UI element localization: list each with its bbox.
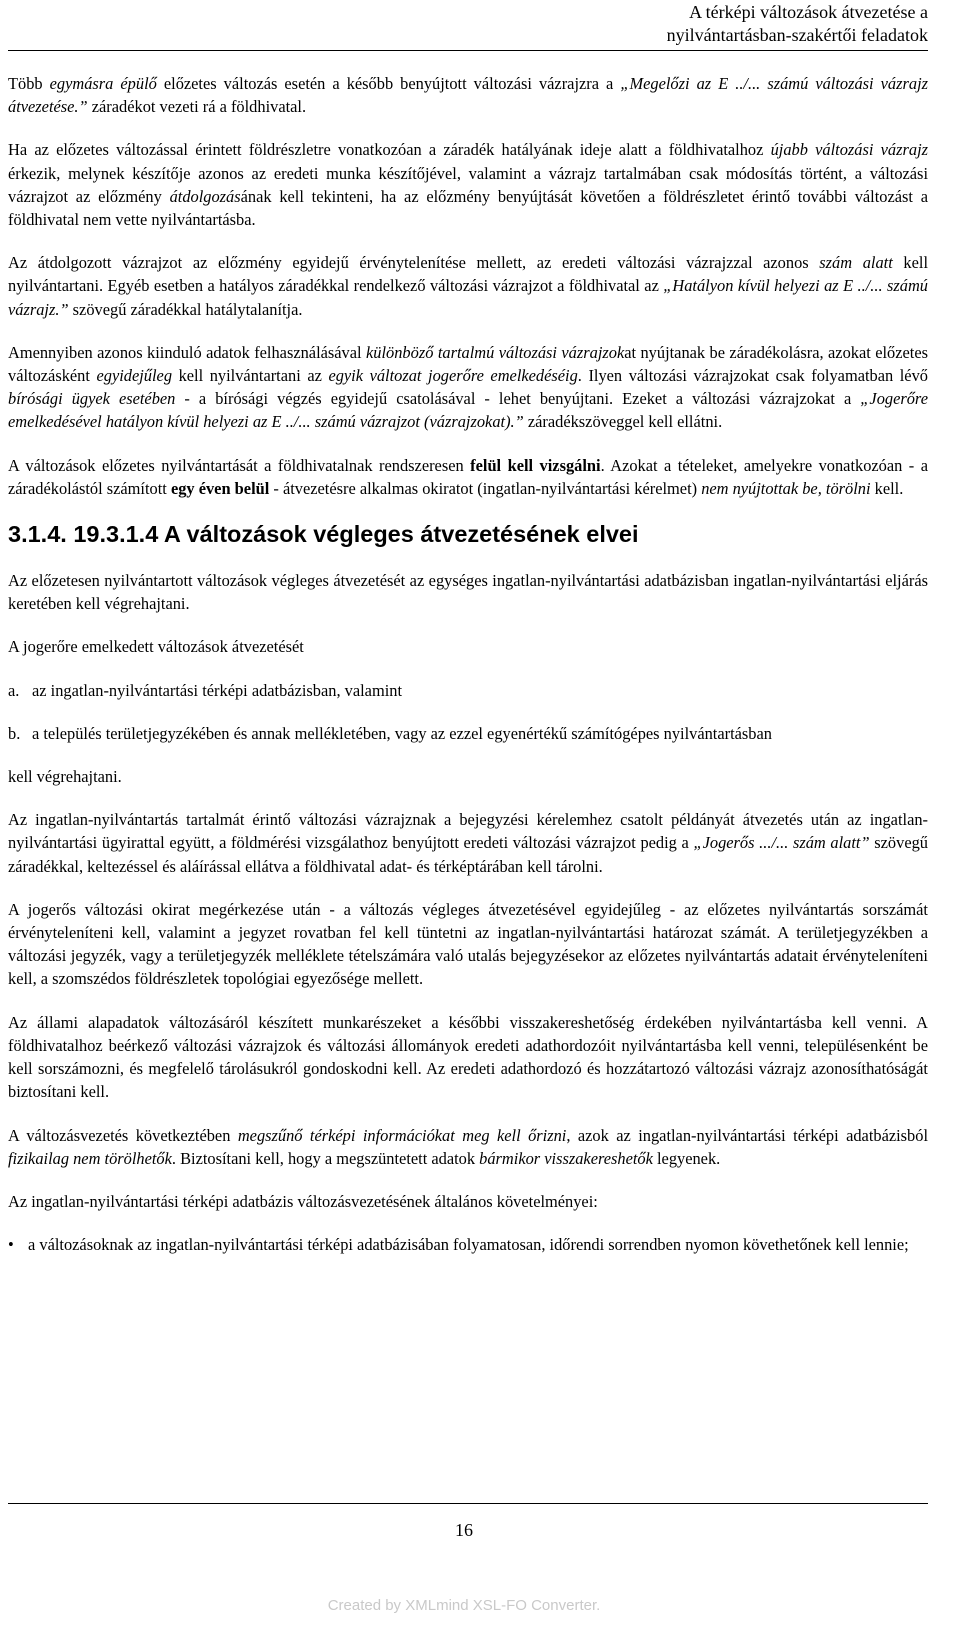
footer-divider — [8, 1503, 928, 1504]
text-run: ának kell tekinteni, ha az előzmény benyújtását követően a földrészletet érintő további változást a földhivatal nem vette nyilvántartásba. — [8, 186, 928, 230]
paragraph-reworked-sketch — [8, 138, 928, 231]
text-run: előzetes változás esetén a később benyújtott változási vázrajzra a — [156, 74, 621, 93]
italic-run: különböző tartalmú változási vázrajzok — [366, 342, 625, 362]
italic-run: „Jogerős .../... szám alatt” — [693, 833, 870, 853]
italic-run: egyidejűleg — [96, 366, 173, 386]
list-item-text: az ingatlan-nyilvántartási térképi adatbázisban, valamint — [32, 680, 403, 700]
header-divider — [8, 50, 928, 51]
text-run: Az átdolgozott vázrajzot az előzmény egyidejű érvénytelenítése mellett, az eredeti változási vázrajzzal azonos — [8, 253, 820, 273]
header-line-2: nyilvántartásban-szakértői feladatok — [666, 25, 928, 45]
italic-run: nem nyújtottak be, törölni — [701, 478, 871, 498]
list-marker: b. — [8, 723, 21, 743]
list-item-text: a település területjegyzékében és annak mellékletében, vagy az ezzel egyenértékű számítógépes nyilvántartásban — [32, 723, 772, 743]
italic-run: „Hatályon kívül helyezi az E ../... számú vázrajz.” — [8, 276, 928, 319]
italic-run: „Megelőzi az E ../... számú változási vázrajz átvezetése.” — [8, 74, 929, 117]
page-number: 16 — [455, 1520, 473, 1540]
document-body — [8, 70, 928, 1276]
text-run: kell. — [870, 478, 904, 498]
italic-run: bírósági ügyek esetében — [8, 389, 176, 409]
text-run: kell nyilvántartani az — [172, 366, 329, 386]
paragraph-list-intro: A jogerőre emelkedett változások átvezetését — [8, 637, 304, 657]
text-run: . Biztosítani kell, hogy a megszüntetett adatok — [171, 1148, 480, 1168]
list-marker: a. — [8, 680, 20, 700]
text-run: A változások előzetes nyilvántartását a földhivatalnak rendszeresen — [8, 455, 471, 475]
paragraph-review — [8, 454, 928, 500]
italic-run: újabb változási vázrajz — [770, 140, 929, 160]
paragraph-list-outro: kell végrehajtani. — [8, 767, 122, 787]
bold-run: felül kell vizsgálni — [470, 455, 601, 475]
italic-run: „Jogerőre emelkedésével hatályon kívül helyezi az E ../... számú vázrajzot (vázrajzokat).” — [8, 389, 928, 432]
italic-run: egymásra épülő — [49, 74, 157, 93]
created-by-watermark: Created by XMLmind XSL-FO Converter. — [327, 1597, 601, 1614]
bullet-item-text: a változásoknak az ingatlan-nyilvántartási térképi adatbázisában folyamatosan, időrendi sorrendben nyomon követhetőnek kell lennie; — [28, 1235, 909, 1255]
italic-run: szám alatt — [819, 253, 893, 273]
text-run: - átvezetésre alkalmas okiratot (ingatlan-nyilvántartási kérelmet) — [269, 478, 702, 498]
text-run: érkezik, melynek készítője azonos az eredeti munka készítőjével, valamint a vázrajz tartalmában csak módosítás történt, a változási vázrajzot az előzmény — [8, 163, 928, 206]
text-run: Amennyiben azonos kiinduló adatok felhasználásával — [8, 342, 367, 362]
text-run: szövegű záradékkal, keltezéssel és aláírással ellátva a földhivatal adat- és térképtárában kell tárolni. — [8, 833, 928, 876]
paragraph-preservation — [8, 1124, 928, 1170]
italic-run: bármikor visszakereshetők — [479, 1148, 653, 1168]
paragraph-preceding-changes — [8, 72, 928, 118]
paragraph-final-registration: Az előzetesen nyilvántartott változások végleges átvezetését az egységes ingatlan-nyilvántartási adatbázisban ingatlan-nyilvántartási eljárás keretében kell végrehajtani. — [8, 571, 928, 614]
text-run: záradékot vezeti rá a földhivatal. — [87, 97, 307, 117]
paragraph-reworked-registration — [8, 251, 928, 321]
text-run: . Ilyen változási vázrajzokat csak folyamatban lévő — [577, 366, 928, 386]
text-run: at nyújtanak be záradékolásra, azokat előzetes változásként — [8, 342, 929, 386]
header-line-1: A térképi változások átvezetése a — [689, 2, 928, 22]
text-run: Az ingatlan-nyilvántartás tartalmát érintő változási vázrajznak a bejegyzési kérelemhez csatolt példányát átvezetés után az ingatlan-nyilvántartási ügyirattal együtt, a földmérési vizsgálathoz benyújtott eredeti változási vázrajzot pedig a — [8, 810, 928, 853]
text-run: Ha az előzetes változással érintett földrészletre vonatkozóan a záradék hatályának ideje alatt a földhivatalhoz — [8, 140, 771, 160]
text-run: záradékszöveggel kell ellátni. — [523, 412, 723, 432]
paragraph-requirements-intro: Az ingatlan-nyilvántartási térképi adatbázis változásvezetésének általános követelményei: — [8, 1191, 598, 1211]
list-item — [8, 722, 928, 745]
bullet-marker: • — [8, 1235, 14, 1255]
italic-run: átdolgozás — [169, 186, 241, 206]
italic-run: megszűnő térképi információkat meg kell őrizni — [237, 1125, 567, 1145]
bullet-item — [8, 1233, 928, 1256]
text-run: - a bírósági végzés egyidejű csatolásával - lehet benyújtani. Ezeket a változási vázrajzokat a — [175, 389, 861, 409]
text-run: kell nyilvántartani. Egyéb esetben a hatályos záradékkal rendelkező változási vázrajzot a földhivatal az — [8, 253, 928, 296]
text-run: Több — [8, 74, 50, 93]
text-run: , azok az ingatlan-nyilvántartási térképi adatbázisból — [566, 1125, 928, 1145]
paragraph-different-content — [8, 341, 928, 434]
text-run: legyenek. — [652, 1148, 721, 1168]
text-run: . Azokat a tételeket, amelyekre vonatkozóan - a záradékolástól számított — [8, 455, 928, 498]
paragraph-state-data: Az állami alapadatok változásáról készített munkarészeket a későbbi visszakereshetőség érdekében nyilvántartásba kell venni. A földhivatalhoz beérkező változási vázrajzok és változási állományok eredeti adathordozóit nyilvántartásba kell venni, településenként be kell sorszámozni, és megfelelő tárolásukról gondoskodni kell. Az eredeti adathordozó és hozzátartozó változási vázrajz azonosíthatóságát biztosítani kell. — [8, 1012, 928, 1102]
paragraph-storage — [8, 808, 928, 878]
bold-run: egy éven belül — [170, 478, 270, 498]
italic-run: egyik változat jogerőre emelkedéséig — [328, 366, 578, 386]
list-item — [8, 679, 928, 702]
text-run: A változásvezetés következtében — [8, 1125, 238, 1145]
section-heading: 3.1.4. 19.3.1.4 A változások végleges átvezetésének elvei — [8, 521, 639, 548]
italic-run: fizikailag nem törölhetők — [8, 1148, 172, 1168]
text-run: szövegű záradékkal hatálytalanítja. — [68, 299, 303, 319]
paragraph-final-document: A jogerős változási okirat megérkezése után - a változás végleges átvezetésével egyidejűleg - az előzetes nyilvántartás sorszámát érvényteleníteni kell, valamint a jegyzet rovatban fel kell tüntetni az ingatlan-nyilvántartási határozat számát. A területjegyzékben a változási jegyzék, vagy a területjegyzék melléklete tételszámára való utalás bejegyzésekor az előzetes nyilvántartás adatait érvényteleníteni kell, a szomszédos földrészletek topológiai egyezősége mellett. — [8, 899, 928, 989]
